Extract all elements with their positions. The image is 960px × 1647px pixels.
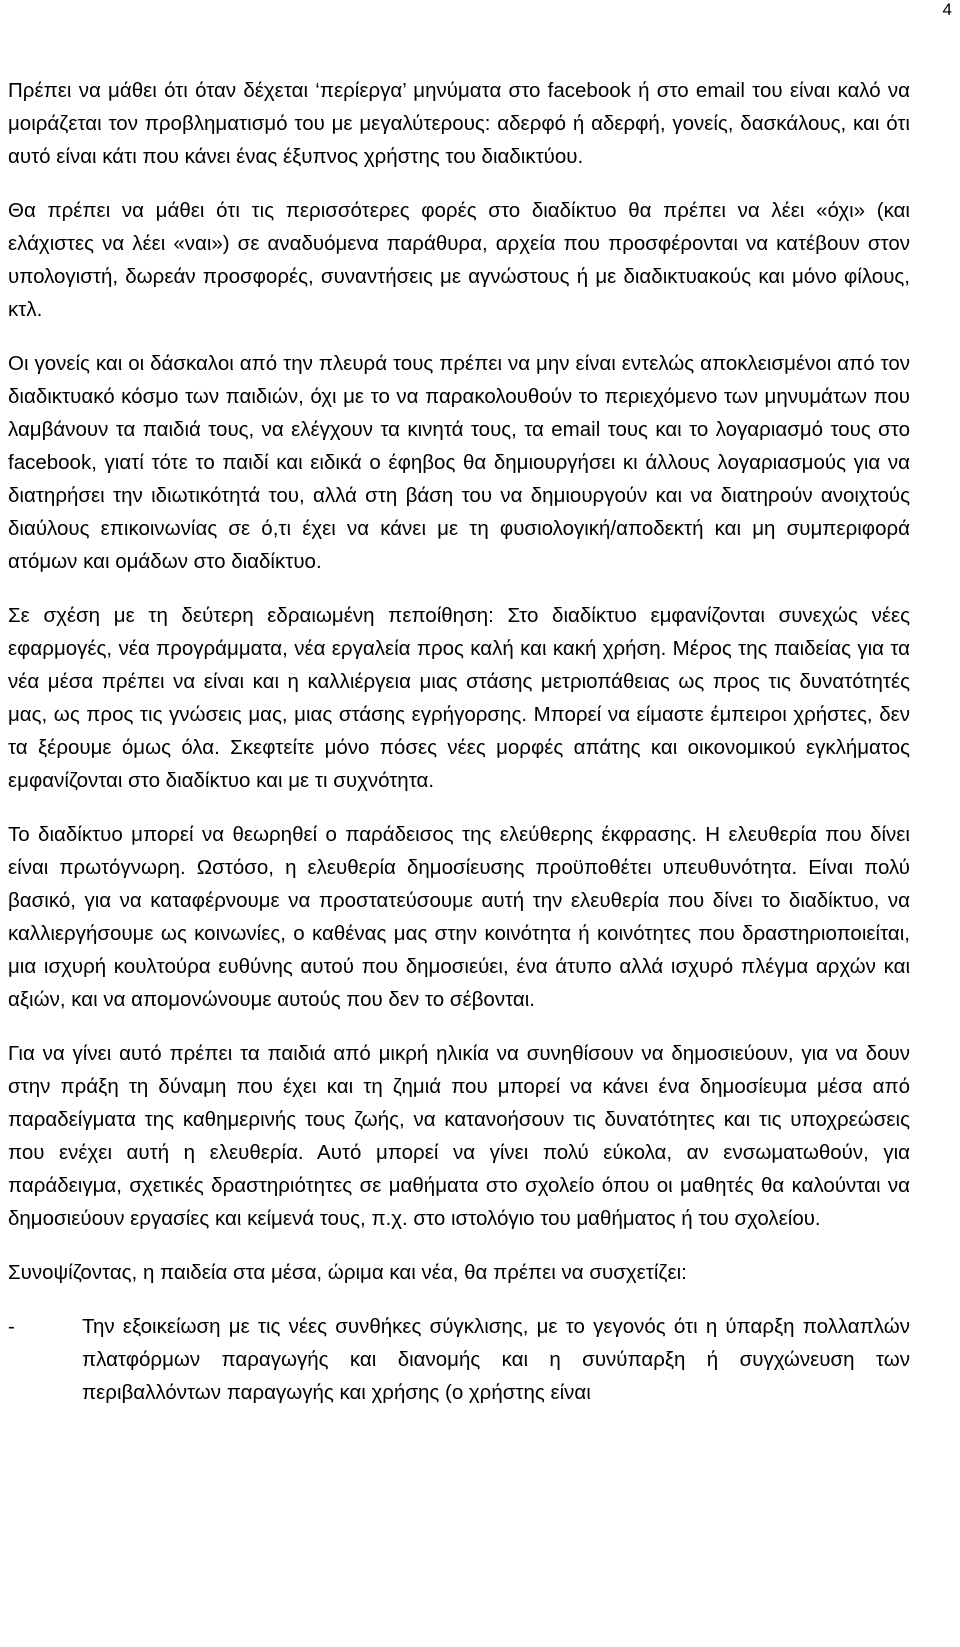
list-item-text: Την εξοικείωση με τις νέες συνθήκες σύγκλισης, με το γεγονός ότι η ύπαρξη πολλαπλών πλατφόρμων παραγωγής και διανομής και η συνύπαρξη ή συγχώνευση των περιβαλλόντων παραγωγής και χρήσης (ο χρήστης είναι [82,1315,910,1404]
paragraph: Το διαδίκτυο μπορεί να θεωρηθεί ο παράδεισος της ελεύθερης έκφρασης. Η ελευθερία που δίνει είναι πρωτόγνωρη. Ωστόσο, η ελευθερία δημοσίευσης προϋποθέτει υπευθυνότητα. Είναι πολύ βασικό, για να καταφέρνουμε να προστατεύσουμε αυτή την ελευθερία που δίνει το διαδίκτυο, να καλλιεργήσουμε ως κοινωνίες, ο καθένας μας στην κοινότητα ή κοινότητες που δραστηριοποιείται, μια ισχυρή κουλτούρα ευθύνης αυτού που δημοσιεύει, ένα άτυπο αλλά ισχυρό πλέγμα αρχών και αξιών, και να απομονώνουμε αυτούς που δεν το σέβονται. [8,823,910,1011]
document-body [8,74,910,1409]
list-item [8,1310,910,1409]
dash-bullet-icon: - [8,1315,15,1338]
paragraph: Θα πρέπει να μάθει ότι τις περισσότερες φορές στο διαδίκτυο θα πρέπει να λέει «όχι» (και ελάχιστες να λέει «ναι») σε αναδυόμενα παράθυρα, αρχεία που προσφέρονται να κατέβουν στον υπολογιστή, δωρεάν προσφορές, συναντήσεις με αγνώστους ή με διαδικτυακούς και μόνο φίλους, κτλ. [8,199,910,321]
paragraph: Σε σχέση με τη δεύτερη εδραιωμένη πεποίθηση: Στο διαδίκτυο εμφανίζονται συνεχώς νέες εφαρμογές, νέα προγράμματα, νέα εργαλεία προς καλή και κακή χρήση. Μέρος της παιδείας για τα νέα μέσα πρέπει να είναι και η καλλιέργεια μιας στάσης μετριοπάθειας ως προς τις δυνατότητές μας, ως προς τις γνώσεις μας, μιας στάσης εγρήγορσης. Μπορεί να είμαστε έμπειροι χρήστες, δεν τα ξέρουμε όμως όλα. Σκεφτείτε μόνο πόσες νέες μορφές απάτης και οικονομικού εγκλήματος εμφανίζονται στο διαδίκτυο και με τι συχνότητα. [8,604,910,792]
paragraph: Για να γίνει αυτό πρέπει τα παιδιά από μικρή ηλικία να συνηθίσουν να δημοσιεύουν, για να δουν στην πράξη τη δύναμη που έχει και τη ζημιά που μπορεί να κάνει ένα δημοσίευμα μέσα από παραδείγματα της καθημερινής τους ζωής, να κατανοήσουν τις δυνατότητες και τις υποχρεώσεις που ενέχει αυτή η ελευθερία. Αυτό μπορεί να γίνει πολύ εύκολα, αν ενσωματωθούν, για παράδειγμα, σχετικές δραστηριότητες σε μαθήματα στο σχολείο όπου οι μαθητές θα καλούνται να δημοσιεύουν εργασίες και κείμενά τους, π.χ. στο ιστολόγιο του μαθήματος ή του σχολείου. [8,1042,910,1230]
page-number: 4 [942,0,952,19]
summary-list [8,1310,910,1409]
summary-intro: Συνοψίζοντας, η παιδεία στα μέσα, ώριμα και νέα, θα πρέπει να συσχετίζει: [8,1261,687,1284]
paragraph: Οι γονείς και οι δάσκαλοι από την πλευρά τους πρέπει να μην είναι εντελώς αποκλεισμένοι από τον διαδικτυακό κόσμο των παιδιών, όχι με το να παρακολουθούν το περιεχόμενο των μηνυμάτων που λαμβάνουν τα παιδιά τους, να ελέγχουν τα κινητά τους, τα email τους και το λογαριασμό τους στο facebook, γιατί τότε το παιδί και ειδικά ο έφηβος θα δημιουργήσει κι άλλους λογαριασμούς για να διατηρήσει την ιδιωτικότητά του, αλλά στη βάση του να δημιουργούν και να διατηρούν ανοιχτούς διαύλους επικοινωνίας σε ό,τι έχει να κάνει με τη φυσιολογική/αποδεκτή και μη συμπεριφορά ατόμων και ομάδων στο διαδίκτυο. [8,352,910,573]
paragraph: Πρέπει να μάθει ότι όταν δέχεται ‘περίεργα’ μηνύματα στο facebook ή στο email του είναι καλό να μοιράζεται τον προβληματισμό του με μεγαλύτερους: αδερφό ή αδερφή, γονείς, δασκάλους, και ότι αυτό είναι κάτι που κάνει ένας έξυπνος χρήστης του διαδικτύου. [8,79,910,168]
